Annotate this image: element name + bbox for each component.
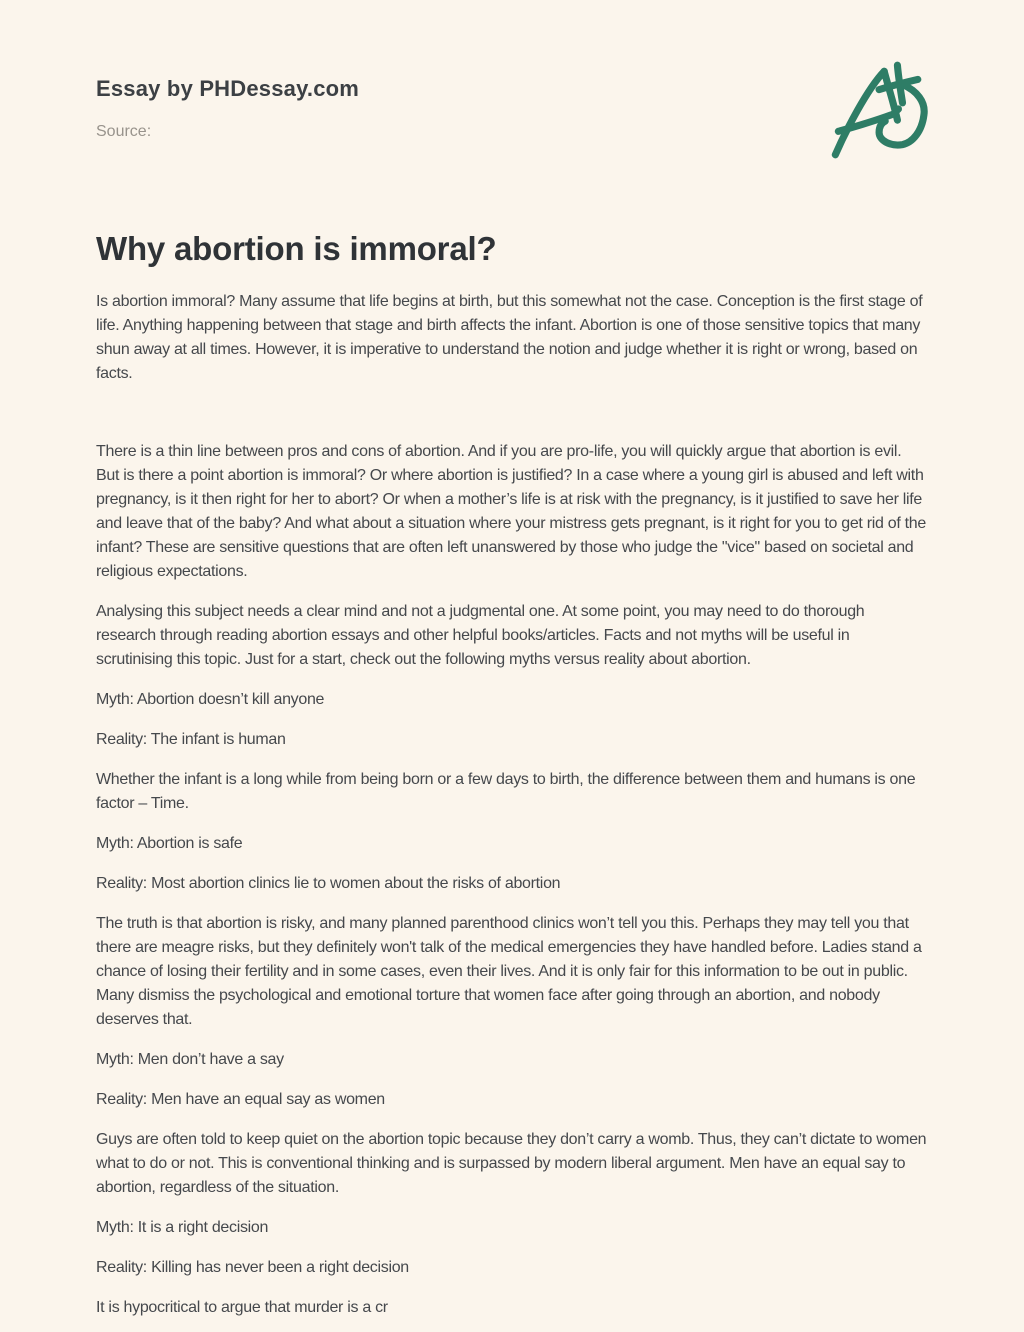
essay-paragraph: Analysing this subject needs a clear mind and not a judgmental one. At some point, you may need to do thorough research through reading abortion essays and other helpful books/articles. Facts and not myths will be useful in scrutinising this topic. Just for a start, check out the following myths versus reality about abortion. xyxy=(96,603,865,668)
myth-line: Myth: Abortion is safe xyxy=(96,835,243,852)
header-title: Essay by PHDessay.com xyxy=(96,76,360,101)
source-label: Source: xyxy=(96,123,152,140)
essay-title: Why abortion is immoral? xyxy=(96,230,497,267)
essay-paragraph: The truth is that abortion is risky, and many planned parenthood clinics won’t tell you this. Perhaps they may tell you that there are meagre risks, but they definitely won't talk of the medical emergencies they have handled before. Ladies stand a chance of losing their fertility and in some cases, even their lives. And it is only fair for this information to be out in public. Many dismiss the psychological and emotional torture that women face after going through an abortion, and nobody deserves that. xyxy=(96,915,922,1028)
essay-paragraph: Whether the infant is a long while from being born or a few days to birth, the difference between them and humans is one factor – Time. xyxy=(96,771,916,812)
myth-line: Myth: Men don’t have a say xyxy=(96,1051,284,1068)
a-plus-logo-icon xyxy=(818,56,930,168)
essay-paragraph-truncated: It is hypocritical to argue that murder is a cr xyxy=(96,1299,388,1316)
document-header xyxy=(96,74,928,144)
essay-paragraph: Guys are often told to keep quiet on the abortion topic because they don’t carry a womb. Thus, they can’t dictate to women what to do or not. This is conventional thinking and is surpassed by modern liberal argument. Men have an equal say to abortion, regardless of the situation. xyxy=(96,1131,927,1196)
source-line xyxy=(96,120,928,144)
myth-line: Myth: It is a right decision xyxy=(96,1219,269,1236)
essay-body xyxy=(96,290,928,1320)
reality-line: Reality: Most abortion clinics lie to women about the risks of abortion xyxy=(96,875,561,892)
myth-line: Myth: Abortion doesn’t kill anyone xyxy=(96,691,325,708)
logo-a-left-stroke xyxy=(835,71,884,154)
reality-line: Reality: Killing has never been a right decision xyxy=(96,1259,409,1276)
reality-line: Reality: Men have an equal say as women xyxy=(96,1091,385,1108)
essay-paragraph: There is a thin line between pros and cons of abortion. And if you are pro-life, you will quickly argue that abortion is evil. But is there a point abortion is immoral? Or where abortion is justified? In a case where a young girl is abused and left with pregnancy, is it then right for her to abort? Or when a mother’s life is at risk with the pregnancy, is it justified to save her life and leave that of the baby? And what about a situation where your mistress gets pregnant, is it right for you to get rid of the infant? These are sensitive questions that are often left unanswered by those who judge the "vice" based on societal and religious expectations. xyxy=(96,443,926,580)
essay-paragraph-intro: Is abortion immoral? Many assume that life begins at birth, but this somewhat not the case. Conception is the first stage of life. Anything happening between that stage and birth affects the infant. Abortion is one of those sensitive topics that many shun away at all times. However, it is imperative to understand the notion and judge whether it is right or wrong, based on facts. xyxy=(96,293,923,382)
logo-a-crossbar xyxy=(838,109,898,131)
reality-line: Reality: The infant is human xyxy=(96,731,286,748)
